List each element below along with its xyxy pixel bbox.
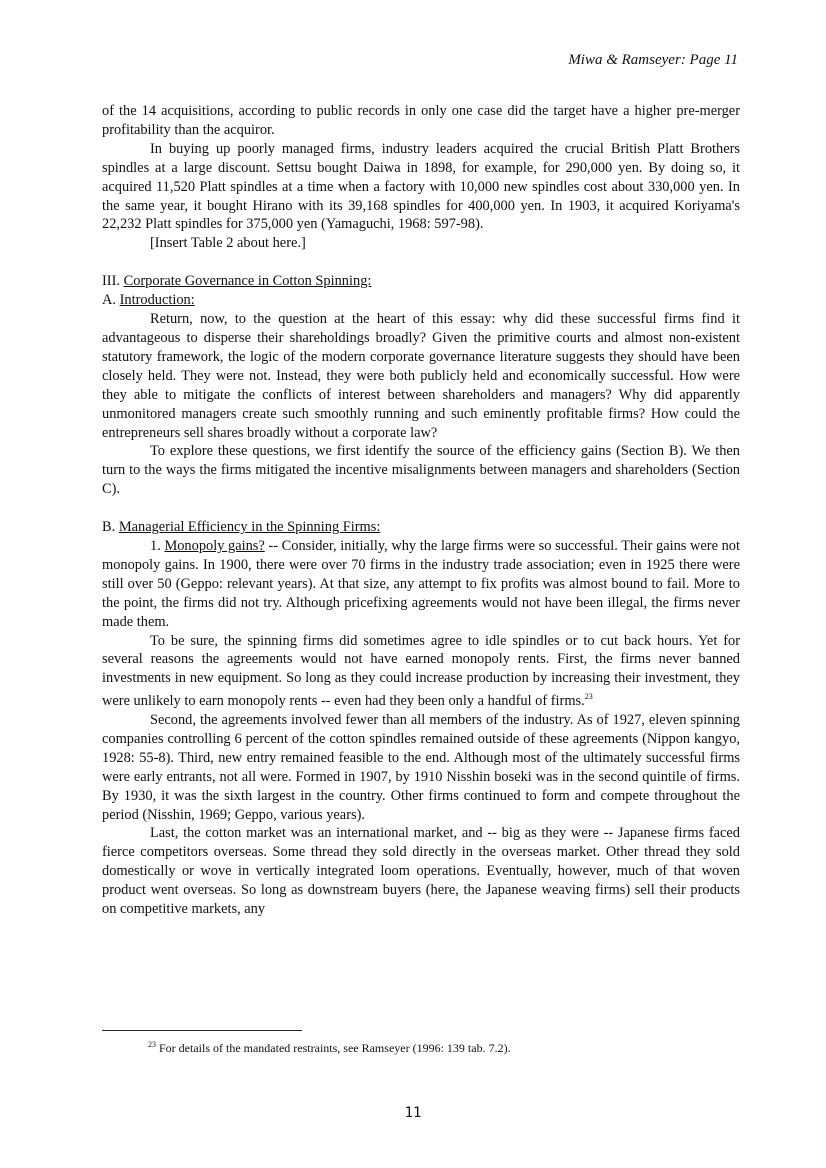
subsection-heading	[102, 291, 740, 310]
page-number: 11	[404, 1105, 422, 1121]
table-placeholder-note: [Insert Table 2 about here.]	[150, 235, 306, 252]
paragraph-text: To be sure, the spinning firms did sometimes agree to idle spindles or to cut back hours. Yet for several reasons the agreements would not have earned monopoly rents. First, the firms never banned investments in new equipment. So long as they could increase production by increasing their investment, they were unlikely to earn monopoly rents -- even had they been only a handful of firms.	[102, 632, 740, 710]
footnote-reference[interactable]: 23	[584, 692, 593, 702]
paragraph: Second, the agreements involved fewer than all members of the industry. As of 1927, eleven spinning companies controlling 6 percent of the cotton spindles remained outside of these agreements (Nippon kangyo, 1928: 55-8). Third, new entry remained feasible to the end. Although most of the ultimately successful firms were early entrants, not all were. Formed in 1907, by 1910 Nisshin boseki was in the second quintile of firms. By 1930, it was the sixth largest in the country. Other firms continued to form and compete throughout the period (Nisshin, 1969; Geppo, various years).	[102, 711, 740, 823]
paragraph: In buying up poorly managed firms, industry leaders acquired the crucial British Platt Brothers spindles at a large discount. Settsu bought Daiwa in 1898, for example, for 290,000 yen. By doing so, it acquired 11,520 Platt spindles at a time when a factory with 10,000 new spindles cost about 330,000 yen. In the same year, it bought Hirano with its 39,168 spindles for 400,000 yen. In 1903, it acquired Koriyama's 22,232 Platt spindles for 375,000 yen (Yamaguchi, 1968: 597-98).	[102, 140, 740, 233]
subheading-number: 1.	[150, 538, 161, 555]
paragraph: To explore these questions, we first identify the source of the efficiency gains (Section B). We then turn to the ways the firms mitigated the incentive misalignments between managers and shareholders (Section C).	[102, 443, 740, 498]
body-text	[102, 102, 740, 919]
footnote	[148, 1040, 511, 1056]
subsection-number: B.	[102, 519, 116, 536]
subsection-title: Introduction:	[119, 292, 195, 309]
footnote-divider	[102, 1030, 302, 1031]
paragraph: Last, the cotton market was an international market, and -- big as they were -- Japanese firms faced fierce competitors overseas. Some thread they sold directly in the overseas market. Other thread they sold domestically or wove in vertically integrated loom operations. Eventually, however, much of that woven product went overseas. So long as downstream buyers (here, the Japanese weaving firms) sell their products on competitive markets, any	[102, 825, 740, 918]
running-head: Miwa & Ramseyer: Page 11	[568, 52, 738, 68]
paragraph	[102, 632, 740, 711]
footnote-number: 23	[148, 1040, 156, 1049]
subheading-title: Monopoly gains?	[164, 538, 265, 555]
subsection-number: A.	[102, 292, 116, 309]
section-number: III.	[102, 273, 120, 290]
footnote-text: For details of the mandated restraints, see Ramseyer (1996: 139 tab. 7.2).	[159, 1041, 511, 1055]
paragraph-text: -- Consider, initially, why the large firms were so successful. Their gains were not monopoly gains. In 1900, there were over 70 firms in the industry trade association; even in 1925 there were still over 50 (Geppo: relevant years). At that size, any attempt to fix profits was almost bound to fail. More to the point, the firms did not try. Although pricefixing agreements would not have been illegal, the firms never made them.	[102, 538, 740, 630]
section-title: Corporate Governance in Cotton Spinning:	[123, 273, 372, 290]
paragraph: of the 14 acquisitions, according to public records in only one case did the target have a higher pre-merger profitability than the acquiror.	[102, 103, 740, 138]
paragraph: Return, now, to the question at the heart of this essay: why did these successful firms find it advantageous to disperse their shareholdings broadly? Given the primitive courts and almost non-existent statutory framework, the logic of the modern corporate governance literature suggests they should have been closely held. They were not. Instead, they were both publicly held and economically successful. How were they able to mitigate the conflicts of interest between shareholders and managers? Why did apparently unmonitored managers create such smoothly running and such eminently profitable firms? How could the entrepreneurs sell shares broadly without a corporate law?	[102, 311, 740, 441]
subsection-title: Managerial Efficiency in the Spinning Firms:	[118, 519, 381, 536]
section-heading	[102, 272, 740, 291]
paragraph	[102, 537, 740, 632]
subsection-heading	[102, 518, 740, 537]
